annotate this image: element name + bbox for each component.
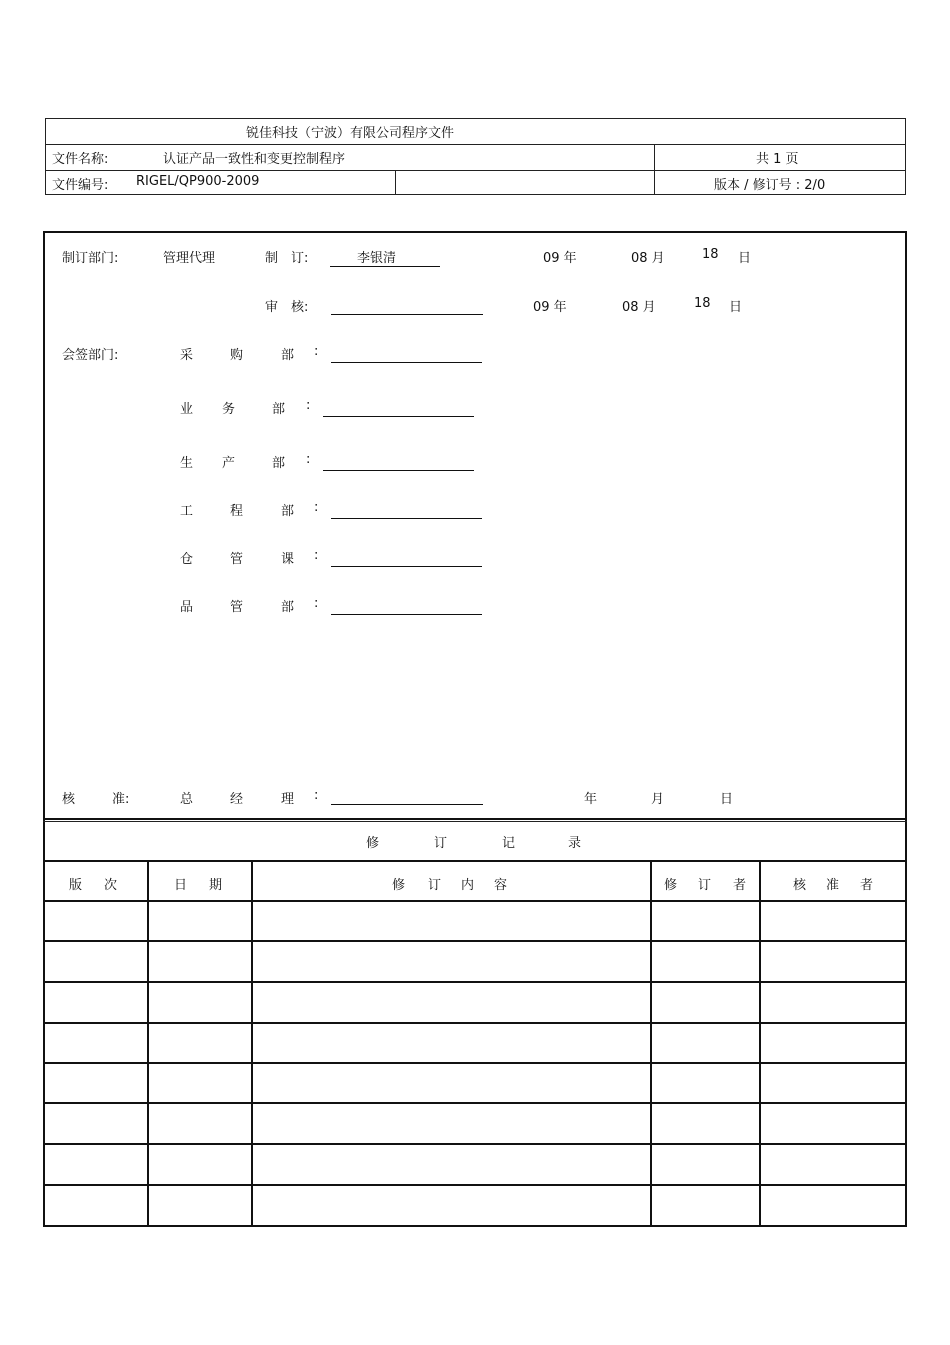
signature-line[interactable] <box>331 518 482 519</box>
dept-char: 部 <box>281 504 295 519</box>
signature-line[interactable] <box>323 416 474 417</box>
drafted-by-name: 李银清 <box>357 251 397 266</box>
signature-line[interactable] <box>331 362 482 363</box>
signature-line[interactable] <box>331 614 482 615</box>
review-day-label: 日 <box>729 300 743 315</box>
approve-label-char: 准: <box>112 792 130 807</box>
drafted-by-label: 制 订: <box>265 251 309 266</box>
table-row <box>43 940 907 942</box>
header-char: 内 <box>461 878 475 893</box>
title-char: 修 <box>366 836 380 851</box>
file-number-label: 文件编号: <box>52 178 109 193</box>
header-char: 修 <box>664 878 678 893</box>
dept-char: 工 <box>180 504 194 519</box>
drafting-dept-label: 制订部门: <box>62 251 119 266</box>
dept-char: 采 <box>180 348 194 363</box>
signature-line[interactable] <box>331 566 482 567</box>
drafted-day: 18 <box>702 247 719 262</box>
column-divider <box>147 860 149 1226</box>
dept-char: 生 <box>180 456 194 471</box>
approve-label-char: 核 <box>62 792 76 807</box>
colon: : <box>314 548 319 563</box>
colon: : <box>314 344 319 359</box>
gm-char: 经 <box>230 792 244 807</box>
header-divider <box>395 170 396 195</box>
dept-char: 部 <box>281 600 295 615</box>
colon: : <box>314 788 319 803</box>
dept-char: 管 <box>230 552 244 567</box>
file-name: 认证产品一致性和变更控制程序 <box>163 152 346 167</box>
table-row <box>43 1102 907 1104</box>
approval-and-revision-form <box>43 231 907 1227</box>
version-number: 版本 / 修订号 : 2/0 <box>714 178 826 193</box>
file-number: RIGEL/QP900-2009 <box>136 174 260 189</box>
dept-char: 业 <box>180 402 194 417</box>
file-name-label: 文件名称: <box>52 152 109 167</box>
dept-char: 程 <box>230 504 244 519</box>
table-row <box>43 1184 907 1186</box>
title-char: 录 <box>568 836 582 851</box>
table-row <box>43 1062 907 1064</box>
header-char: 版 <box>69 878 83 893</box>
header-divider <box>654 144 655 195</box>
colon: : <box>306 452 311 467</box>
company-title: 锐佳科技（宁波）有限公司程序文件 <box>246 126 455 141</box>
column-divider <box>650 860 652 1226</box>
signature-line[interactable] <box>323 470 474 471</box>
column-divider <box>251 860 253 1226</box>
gm-signature-line[interactable] <box>331 804 483 805</box>
approve-month-label: 月 <box>651 792 665 807</box>
header-char: 准 <box>826 878 840 893</box>
drafted-by-signature-line[interactable] <box>330 266 440 267</box>
title-char: 订 <box>434 836 448 851</box>
gm-char: 总 <box>180 792 194 807</box>
table-row <box>43 900 907 902</box>
dept-char: 品 <box>180 600 194 615</box>
header-char: 修 <box>392 878 406 893</box>
header-char: 者 <box>860 878 874 893</box>
colon: : <box>314 500 319 515</box>
review-day: 18 <box>694 296 711 311</box>
review-signature-line[interactable] <box>331 314 483 315</box>
header-divider <box>45 144 906 145</box>
dept-char: 管 <box>230 600 244 615</box>
drafted-day-label: 日 <box>738 251 752 266</box>
cosign-label: 会签部门: <box>62 348 119 363</box>
header-divider <box>45 170 906 171</box>
table-row <box>43 1022 907 1024</box>
section-divider <box>43 821 907 822</box>
drafted-month: 08 月 <box>631 251 665 266</box>
dept-char: 务 <box>222 402 236 417</box>
header-char: 容 <box>494 878 508 893</box>
dept-char: 购 <box>230 348 244 363</box>
table-header-line <box>43 860 907 862</box>
dept-char: 产 <box>222 456 236 471</box>
dept-char: 课 <box>281 552 295 567</box>
table-row <box>43 981 907 983</box>
header-char: 期 <box>209 878 223 893</box>
review-month: 08 月 <box>622 300 656 315</box>
column-divider <box>759 860 761 1226</box>
header-char: 订 <box>428 878 442 893</box>
dept-char: 部 <box>272 456 286 471</box>
header-char: 订 <box>698 878 712 893</box>
page-count: 共 1 页 <box>756 152 799 167</box>
header-char: 次 <box>104 878 118 893</box>
header-char: 者 <box>733 878 747 893</box>
review-year: 09 年 <box>533 300 567 315</box>
dept-char: 部 <box>281 348 295 363</box>
colon: : <box>306 398 311 413</box>
approve-day-label: 日 <box>720 792 734 807</box>
title-char: 记 <box>502 836 516 851</box>
section-divider <box>43 818 907 820</box>
colon: : <box>314 596 319 611</box>
drafted-year: 09 年 <box>543 251 577 266</box>
table-row <box>43 1143 907 1145</box>
header-char: 日 <box>174 878 188 893</box>
approve-year-label: 年 <box>584 792 598 807</box>
drafting-dept: 管理代理 <box>163 251 216 266</box>
review-label: 审 核: <box>265 300 309 315</box>
dept-char: 部 <box>272 402 286 417</box>
gm-char: 理 <box>281 792 295 807</box>
header-char: 核 <box>793 878 807 893</box>
dept-char: 仓 <box>180 552 194 567</box>
